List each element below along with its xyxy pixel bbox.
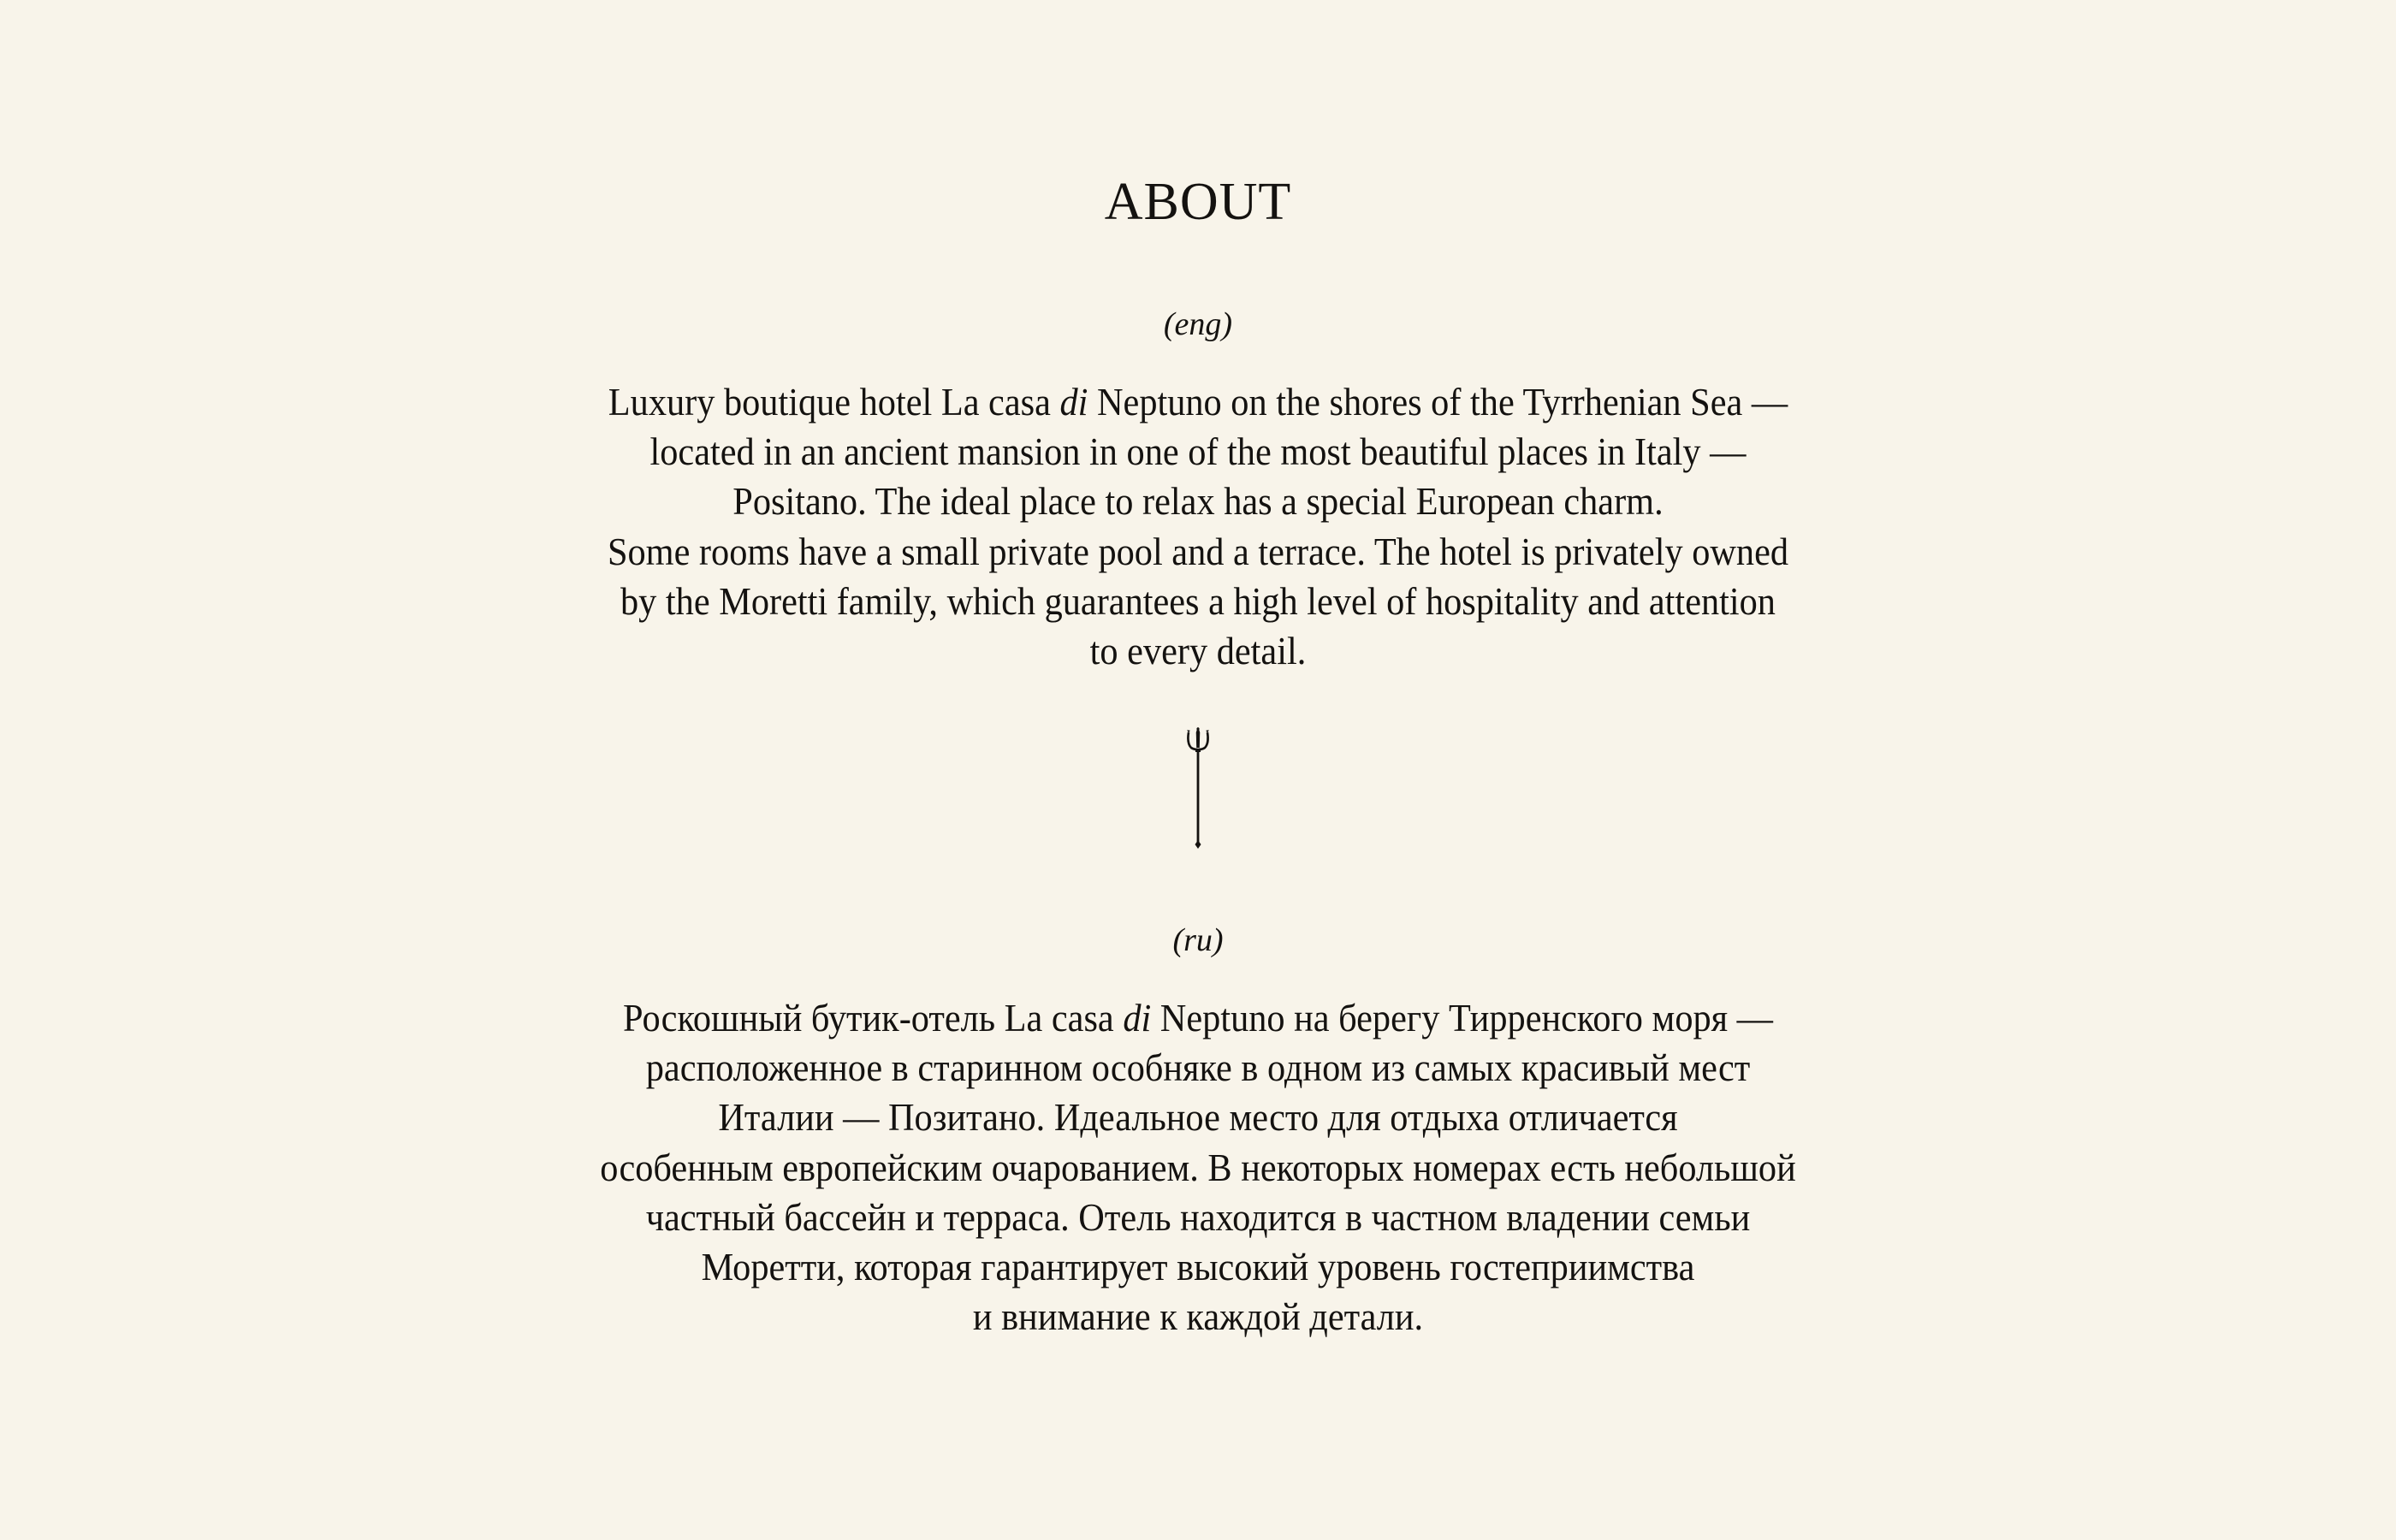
text-line: by the Moretti family, which guarantees a high level of hospitality and attention (620, 578, 1776, 623)
about-text-eng (0, 377, 2396, 676)
italic-di: di (1123, 996, 1152, 1040)
trident-icon (1183, 726, 1213, 850)
language-label-eng: (eng) (1163, 306, 1233, 342)
text-line: Италии — Позитано. Идеальное место для отдыха отличается (718, 1095, 1678, 1140)
text-line: Some rooms have a small private pool and a terrace. The hotel is privately owned (607, 529, 1789, 573)
language-label-ru: (ru) (1172, 922, 1224, 958)
text-line: частный бассейн и терраса. Отель находится в частном владении семьи (645, 1194, 1751, 1239)
text-line: расположенное в старинном особняке в одном из самых красивый мест (645, 1045, 1751, 1090)
text-line: особенным европейским очарованием. В некоторых номерах есть небольшой (600, 1145, 1796, 1189)
italic-di: di (1059, 380, 1088, 424)
text-line: Моретти, которая гарантирует высокий уровень гостеприимства (701, 1245, 1695, 1289)
text-line: и внимание к каждой детали. (972, 1294, 1424, 1339)
text-line: Luxury boutique hotel La casa di Neptuno on the shores of the Tyrrhenian Sea — (608, 380, 1788, 424)
page-title: ABOUT (1104, 173, 1292, 231)
text-line: Роскошный бутик-отель La casa di Neptuno на берегу Тирренского моря — (622, 996, 1774, 1040)
text-line: Positano. The ideal place to relax has a special European charm. (732, 479, 1664, 524)
about-text-ru (0, 993, 2396, 1342)
text-line: to every detail. (1089, 629, 1307, 673)
text-line: located in an ancient mansion in one of the most beautiful places in Italy — (649, 429, 1747, 474)
